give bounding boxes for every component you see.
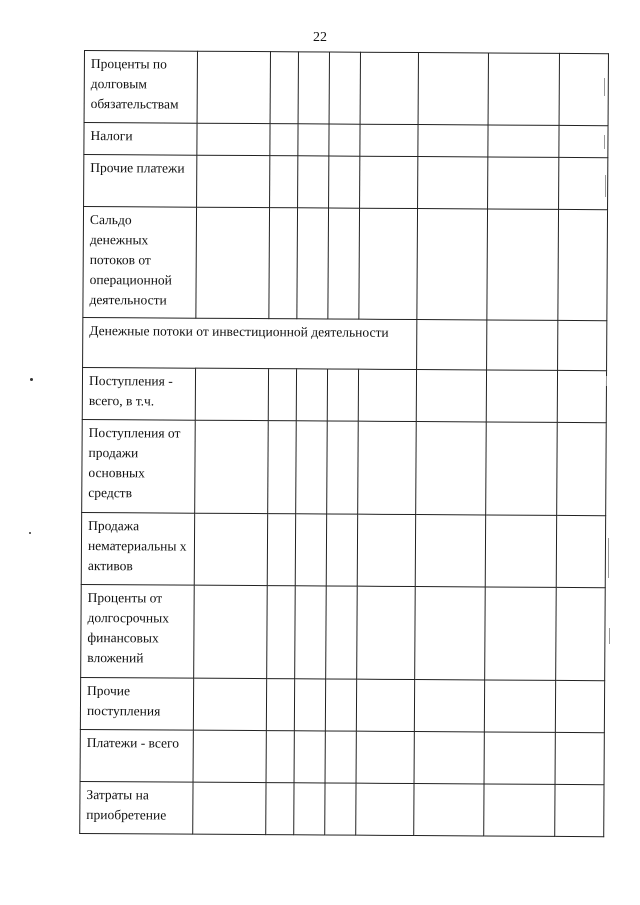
margin-mark [609,628,610,644]
empty-cell[interactable] [556,587,606,680]
empty-cell[interactable] [267,514,295,586]
empty-cell[interactable] [327,421,359,514]
row-label: Платежи - всего [80,729,193,782]
empty-cell[interactable] [357,514,415,586]
empty-cell[interactable] [556,515,605,587]
empty-cell[interactable] [325,679,356,731]
empty-cell[interactable] [486,370,557,422]
empty-cell[interactable] [358,421,417,514]
empty-cell[interactable] [484,680,555,732]
empty-cell[interactable] [329,52,360,124]
margin-mark [608,538,609,578]
table-row [84,123,608,158]
empty-cell[interactable] [296,369,327,421]
empty-cell[interactable] [294,679,325,731]
scan-dot [30,378,33,381]
table-row [80,677,604,732]
row-label: Продажа нематериальны х активов [81,512,194,585]
row-label: Поступления - всего, в т.ч. [82,367,195,420]
empty-cell[interactable] [327,369,358,421]
empty-cell[interactable] [266,783,294,835]
scan-dot [29,532,31,534]
empty-cell[interactable] [555,680,604,732]
empty-cell[interactable] [359,208,418,319]
empty-cell[interactable] [555,784,604,836]
empty-cell[interactable] [485,587,557,680]
empty-cell[interactable] [358,369,416,421]
empty-cell[interactable] [557,422,607,515]
empty-cell[interactable] [559,157,608,209]
empty-cell[interactable] [196,207,270,318]
empty-cell[interactable] [484,784,555,836]
empty-cell[interactable] [418,157,488,209]
empty-cell[interactable] [557,370,606,422]
empty-cell[interactable] [193,730,266,782]
empty-cell[interactable] [485,515,556,587]
empty-cell[interactable] [298,52,329,124]
empty-cell[interactable] [414,784,484,836]
empty-cell[interactable] [296,421,328,514]
empty-cell[interactable] [266,679,294,731]
empty-cell[interactable] [486,422,558,515]
empty-cell[interactable] [558,320,607,370]
empty-cell[interactable] [325,731,356,783]
table-row [82,367,606,422]
empty-cell[interactable] [268,421,297,514]
table-row [82,419,607,515]
empty-cell[interactable] [194,513,267,585]
empty-cell[interactable] [298,156,329,208]
margin-mark [604,135,605,149]
row-label: Налоги [84,123,197,156]
section-label: Денежные потоки от инвестиционной деятельности [83,317,417,369]
empty-cell[interactable] [297,208,329,319]
empty-cell[interactable] [329,156,360,208]
empty-cell[interactable] [487,209,559,320]
empty-cell[interactable] [197,123,270,155]
table-row [80,781,604,836]
empty-cell[interactable] [418,125,488,157]
row-label: Проценты по долговым обязательствам [84,51,197,124]
empty-cell[interactable] [268,369,296,421]
empty-cell[interactable] [197,155,270,207]
empty-cell[interactable] [357,586,416,679]
empty-cell[interactable] [298,124,329,156]
margin-mark [605,175,606,197]
empty-cell[interactable] [414,680,484,732]
row-label: Поступления от продажи основных средств [82,419,196,513]
row-label: Прочие платежи [84,155,197,208]
margin-mark [606,376,607,386]
table-section-row [83,317,607,370]
empty-cell[interactable] [415,587,486,680]
empty-cell[interactable] [326,514,357,586]
empty-cell[interactable] [328,208,360,319]
empty-cell[interactable] [488,53,559,125]
empty-cell[interactable] [488,157,559,209]
empty-cell[interactable] [329,124,360,156]
table-row [83,207,608,321]
empty-cell[interactable] [417,320,487,370]
empty-cell[interactable] [356,783,414,835]
empty-cell[interactable] [193,782,266,834]
table-row [81,584,606,680]
empty-cell[interactable] [558,209,608,320]
row-label: Проценты от долгосрочных финансовых вложений [81,584,195,678]
empty-cell[interactable] [416,370,486,422]
empty-cell[interactable] [418,53,488,125]
empty-cell[interactable] [270,124,298,156]
empty-cell[interactable] [295,514,326,586]
empty-cell[interactable] [417,209,488,320]
empty-cell[interactable] [487,320,558,370]
empty-cell[interactable] [488,125,559,157]
empty-cell[interactable] [270,52,298,124]
table-row [84,51,608,126]
empty-cell[interactable] [325,783,356,835]
empty-cell[interactable] [484,732,555,784]
empty-cell[interactable] [360,52,418,124]
empty-cell[interactable] [415,515,485,587]
empty-cell[interactable] [266,731,294,783]
row-label: Сальдо денежных потоков от операционной деятельности [83,207,197,319]
empty-cell[interactable] [193,678,266,730]
empty-cell[interactable] [269,208,298,319]
empty-cell[interactable] [414,732,484,784]
margin-mark [604,78,605,96]
table-row [81,512,605,587]
empty-cell[interactable] [326,586,358,679]
empty-cell[interactable] [360,156,418,208]
empty-cell[interactable] [195,368,268,420]
empty-cell[interactable] [559,53,608,125]
table-row [80,729,604,784]
empty-cell[interactable] [356,731,414,783]
page-number: 22 [313,30,327,45]
empty-cell[interactable] [559,125,608,157]
empty-cell[interactable] [195,420,269,513]
empty-cell[interactable] [294,731,325,783]
empty-cell[interactable] [360,124,418,156]
empty-cell[interactable] [356,679,414,731]
empty-cell[interactable] [294,783,325,835]
row-label: Прочие поступления [80,677,193,730]
row-label: Затраты на приобретение [80,781,193,834]
empty-cell[interactable] [197,51,270,123]
empty-cell[interactable] [270,156,298,208]
table-body [80,51,609,837]
empty-cell[interactable] [194,585,268,678]
cash-flow-table [79,50,609,837]
empty-cell[interactable] [295,586,327,679]
empty-cell[interactable] [555,732,604,784]
table-row [84,155,608,210]
empty-cell[interactable] [416,422,487,515]
empty-cell[interactable] [267,586,296,679]
